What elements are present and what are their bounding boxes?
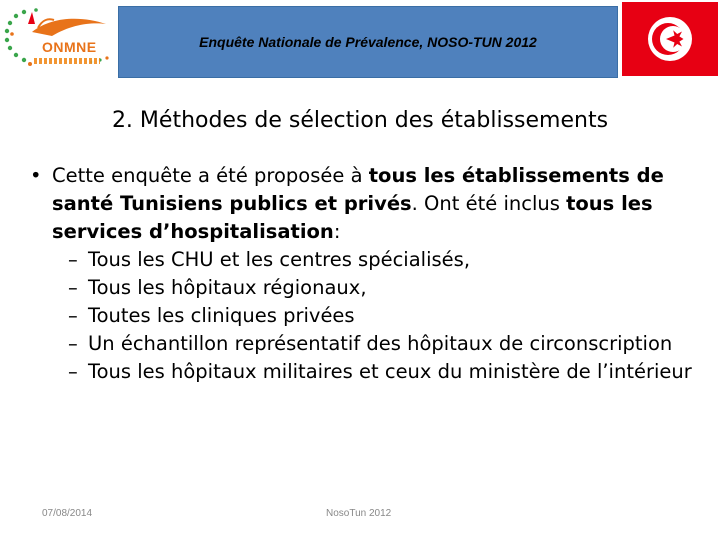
sub-item-text: Tous les hôpitaux régionaux,: [88, 276, 367, 299]
onmne-logo: [2, 2, 114, 76]
logo-wordmark: ONMNE: [42, 39, 97, 55]
bullet-text-1: Cette enquête a été proposée à: [52, 164, 369, 187]
bullet-text-3: :: [333, 220, 341, 243]
slide-content: [30, 162, 720, 386]
bullet-icon: •: [30, 164, 42, 187]
flag-icon: [622, 2, 718, 76]
sub-item-text: Tous les hôpitaux militaires et ceux du ministère de l’intérieur: [88, 360, 692, 383]
sub-item-text: Toutes les cliniques privées: [88, 304, 355, 327]
slide-title: 2. Méthodes de sélection des établissements: [111, 108, 609, 133]
dash-icon: –: [68, 304, 78, 327]
sub-item-text: Tous les CHU et les centres spécialisés,: [88, 248, 471, 271]
bullet-bold-2: tous les services d’hospitalisation: [52, 192, 653, 243]
sub-item: [30, 302, 720, 330]
tunisia-flag: [622, 2, 718, 76]
footer-label: NosoTun 2012: [326, 508, 392, 519]
main-bullet: [30, 162, 720, 246]
bullet-text-2: . Ont été inclus: [411, 192, 567, 215]
sub-item: [30, 274, 720, 302]
footer-date: 07/08/2014: [42, 508, 93, 519]
header-banner: [118, 6, 618, 78]
logo-arabic-text: [34, 58, 100, 64]
dash-icon: –: [68, 248, 78, 271]
dash-icon: –: [68, 360, 78, 383]
sub-item: [30, 330, 720, 358]
bullet-bold-1: tous les établissements de santé Tunisiens publics et privés: [52, 164, 664, 215]
sub-item: [30, 358, 720, 386]
dash-icon: –: [68, 276, 78, 299]
sub-item-text: Un échantillon représentatif des hôpitaux de circonscription: [88, 332, 673, 355]
sub-item: [30, 246, 720, 274]
dash-icon: –: [68, 332, 78, 355]
banner-title: Enquête Nationale de Prévalence, NOSO-TUN 2012: [199, 34, 537, 50]
